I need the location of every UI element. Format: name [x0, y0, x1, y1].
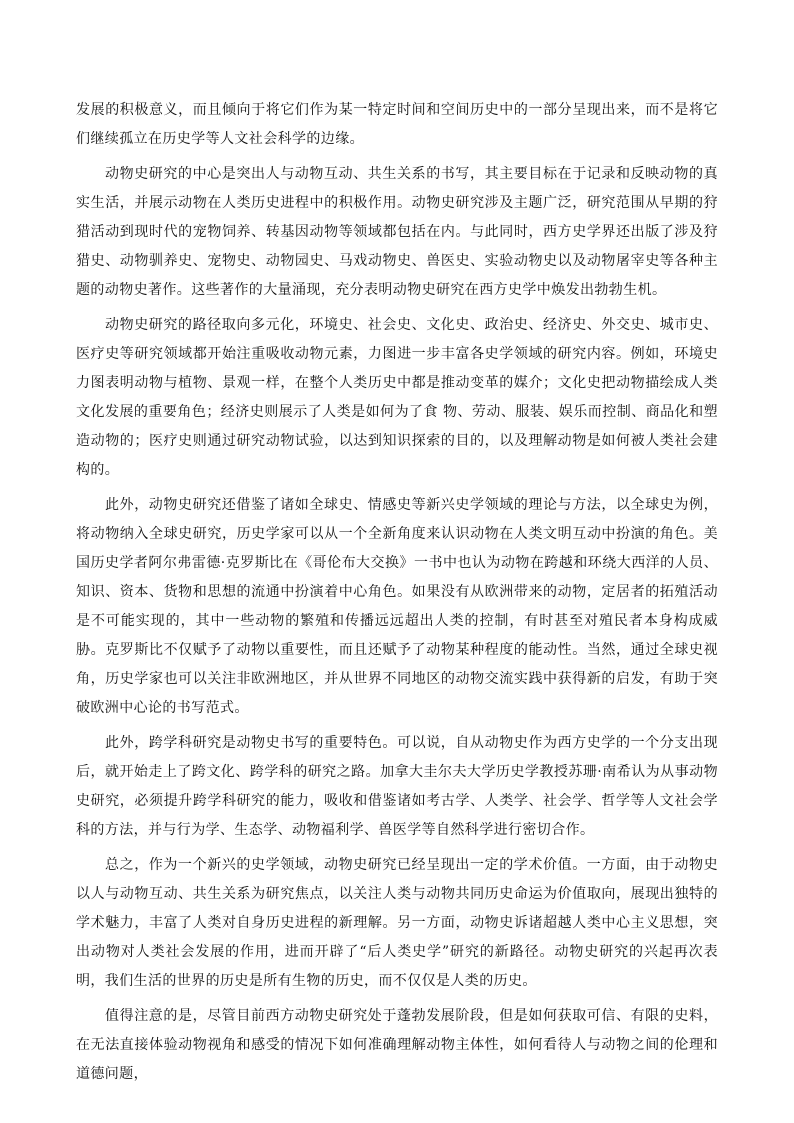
paragraph-continuation: 发展的积极意义，而且倾向于将它们作为某一特定时间和空间历史中的一部分呈现出来，而不是将它们继续孤立在历史学等人文社会科学的边缘。	[76, 102, 718, 147]
paragraph-global-history: 此外，动物史研究还借鉴了诸如全球史、情感史等新兴史学领域的理论与方法，以全球史为例，将动物纳入全球史研究，历史学家可以从一个全新角度来认识动物在人类文明互动中扮演的角色。美国历史学者阿尔弗雷德·克罗斯比在《哥伦布大交换》一书中也认为动物在跨越和环绕大西洋的人员、知识、资本、货物和思想的流通中扮演着中心角色。如果没有从欧洲带来的动物，定居者的拓殖活动是不可能实现的，其中一些动物的繁殖和传播远远超出人类的控制，有时甚至对殖民者本身构成威胁。克罗斯比不仅赋予了动物以重要性，而且还赋予了动物某种程度的能动性。当然，通过全球史视角，历史学家也可以关注非欧洲地区，并从世界不同地区的动物交流实践中获得新的启发，有助于突破欧洲中心论的书写范式。	[76, 497, 718, 716]
paragraph-conclusion: 总之，作为一个新兴的史学领域，动物史研究已经呈现出一定的学术价值。一方面，由于动物史以人与动物互动、共生关系为研究焦点，以关注人类与动物共同历史命运为价值取向，展现出独特的学术魅力，丰富了人类对自身历史进程的新理解。另一方面，动物史诉诸超越人类中心主义思想，突出动物对人类社会发展的作用，进而开辟了“后人类史学”研究的新路径。动物史研究的兴起再次表明，我们生活的世界的历史是所有生物的历史，而不仅仅是人类的历史。	[76, 857, 718, 989]
paragraph-interdisciplinary: 此外，跨学科研究是动物史书写的重要特色。可以说，自从动物史作为西方史学的一个分支出现后，就开始走上了跨文化、跨学科的研究之路。加拿大圭尔夫大学历史学教授苏珊·南希认为从事动物史研究，必须提升跨学科研究的能力，吸收和借鉴诸如考古学、人类学、社会学、哲学等人文社会学科的方法，并与行为学、生态学、动物福利学、兽医学等自然科学进行密切合作。	[76, 735, 718, 838]
paragraph-research-paths: 动物史研究的路径取向多元化，环境史、社会史、文化史、政治史、经济史、外交史、城市史、医疗史等研究领域都开始注重吸收动物元素，力图进一步丰富各史学领域的研究内容。例如，环境史力图表明动物与植物、景观一样，在整个人类历史中都是推动变革的媒介；文化史把动物描绘成人类文化发展的重要角色；经济史则展示了人类是如何为了食 物、劳动、服装、娱乐而控制、商品化和塑造动物的；医疗史则通过研究动物试验，以达到知识探索的目的，以及理解动物是如何被人类社会建构的。	[76, 317, 718, 478]
paragraph-note: 值得注意的是，尽管目前西方动物史研究处于蓬勃发展阶段，但是如何获取可信、有限的史料，在无法直接体验动物视角和感受的情况下如何准确理解动物主体性，如何看待人与动物之间的伦理和道德问题，	[76, 1008, 718, 1082]
paragraph-research-center: 动物史研究的中心是突出人与动物互动、共生关系的书写，其主要目标在于记录和反映动物的真实生活，并展示动物在人类历史进程中的积极作用。动物史研究涉及主题广泛，研究范围从早期的狩猎活动到现时代的宠物饲养、转基因动物等领域都包括在内。与此同时，西方史学界还出版了涉及狩猎史、动物驯养史、宠物史、动物园史、马戏动物史、兽医史、实验动物史以及动物屠宰史等各种主题的动物史著作。这些著作的大量涌现，充分表明动物史研究在西方史学中焕发出勃勃生机。	[76, 166, 718, 298]
